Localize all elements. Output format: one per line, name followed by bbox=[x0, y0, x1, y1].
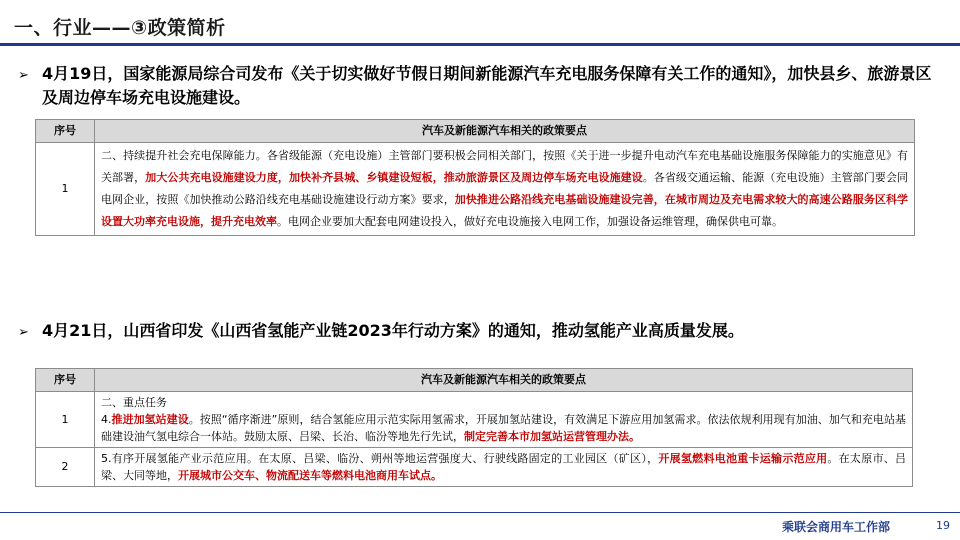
highlight-segment: 开展城市公交车、物流配送车等燃料电池商用车试点。 bbox=[178, 469, 442, 482]
bullet-text: 4月21日，山西省印发《山西省氢能产业链2023年行动方案》的通知，推动氢能产业高质量发展。 bbox=[42, 321, 744, 340]
bullet-text: 4月19日，国家能源局综合司发布《关于切实做好节假日期间新能源汽车充电服务保障有关工作的通知》，加快县乡、旅游景区及周边停车场充电设施建设。 bbox=[42, 64, 932, 107]
table-row bbox=[36, 392, 913, 448]
policy-text bbox=[95, 143, 915, 236]
arrow-bullet-icon: ➢ bbox=[18, 68, 29, 83]
row-number: 1 bbox=[36, 392, 95, 448]
bullet-item bbox=[18, 62, 938, 112]
text-segment: 。各省级交通运输、能源（充电设施）主管部门要会同电网企业，按照《加快推动公路沿线充电基础设施建设行动方案》要求， bbox=[101, 171, 909, 206]
row-number: 2 bbox=[36, 448, 95, 487]
policy-text bbox=[95, 392, 913, 448]
item-prefix: 4. bbox=[101, 413, 112, 426]
text-segment: 。在太原市、吕梁、大同等地， bbox=[101, 452, 906, 482]
header-policy-points: 汽车及新能源汽车相关的政策要点 bbox=[95, 369, 913, 392]
header-index: 序号 bbox=[36, 369, 95, 392]
footer-divider bbox=[0, 512, 960, 513]
page-number: 19 bbox=[936, 519, 950, 532]
bullet-item bbox=[18, 319, 938, 343]
text-segment: 5.有序开展氢能产业示范应用。在太原、吕梁、临汾、朔州等地运营强度大、行驶线路固定的工业园区（矿区）， bbox=[101, 452, 659, 465]
header-index: 序号 bbox=[36, 120, 95, 143]
highlight-segment: 开展氢燃料电池重卡运输示范应用 bbox=[658, 452, 828, 465]
highlight-segment: 加大公共充电设施建设力度，加快补齐县城、乡镇建设短板，推动旅游景区及周边停车场充电设施建设 bbox=[145, 171, 643, 184]
arrow-bullet-icon: ➢ bbox=[18, 325, 29, 340]
policy-table bbox=[35, 368, 913, 487]
table-header-row bbox=[36, 369, 913, 392]
section-heading: 二、重点任务 bbox=[101, 396, 167, 409]
table-row bbox=[36, 448, 913, 487]
footer-organization: 乘联会商用车工作部 bbox=[782, 520, 891, 534]
page-title: 一、行业——③政策简析 bbox=[14, 17, 226, 39]
text-segment: 二、持续提升社会充电保障能力。各省级能源（充电设施）主管部门要积极会同相关部门，按照《关于进一步提升电动汽车充电基础设施服务保障能力的实施意见》有关部署， bbox=[101, 149, 908, 184]
highlight-segment: 推进加氢站建设 bbox=[111, 413, 189, 426]
text-segment: 。电网企业要加大配套电网建设投入，做好充电设施接入电网工作，加强设备运维管理，确保供电可靠。 bbox=[277, 215, 783, 228]
text-segment: 。按照“循序渐进”原则，结合氢能应用示范实际用氢需求，开展加氢站建设，有效满足下游应用加氢需求。依法依规利用现有加油、加气和充电站基础建设油气氢电综合一体站。鼓励太原、吕梁、长治、临汾等地先行先试， bbox=[101, 413, 906, 443]
policy-table bbox=[35, 119, 915, 236]
title-divider bbox=[0, 43, 960, 46]
table-row bbox=[36, 143, 915, 236]
table-header-row bbox=[36, 120, 915, 143]
highlight-segment: 制定完善本市加氢站运营管理办法。 bbox=[464, 430, 640, 443]
policy-text bbox=[95, 448, 913, 487]
highlight-segment: 加快推进公路沿线充电基础设施建设完善，在城市周边及充电需求较大的高速公路服务区科学设置大功率充电设施，提升充电效率 bbox=[101, 193, 909, 228]
row-number: 1 bbox=[36, 143, 95, 236]
header-policy-points: 汽车及新能源汽车相关的政策要点 bbox=[95, 120, 915, 143]
